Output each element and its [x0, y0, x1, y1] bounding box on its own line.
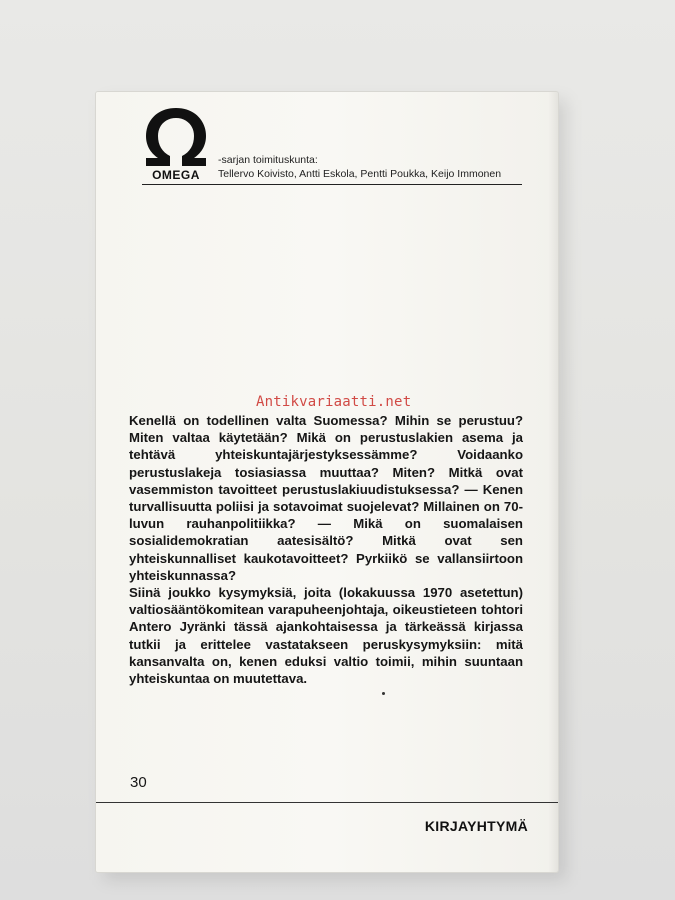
omega-icon — [140, 104, 212, 168]
series-editorial-label: -sarjan toimituskunta: — [218, 154, 318, 166]
book-back-cover — [96, 92, 558, 872]
omega-wordmark: OMEGA — [152, 168, 200, 182]
print-speck — [382, 692, 385, 695]
top-divider — [142, 184, 522, 185]
series-editors: Tellervo Koivisto, Antti Eskola, Pentti Poukka, Keijo Immonen — [218, 168, 502, 180]
blurb-paragraph-1: Kenellä on todellinen valta Suomessa? Mihin se perustuu? Miten valtaa käytetään? Mikä on perustuslakien asema ja tehtävä yhteiskuntajärjestyksessämme? Voidaanko perustuslakeja tosiasiassa muuttaa? Miten? Mitkä ovat vasemmiston tavoitteet perustuslakiuudistuksessa? — Kenen turvallisuutta poliisi ja sotavoimat suojelevat? Millainen on 70-luvun rauhanpolitiikka? — Mikä on suomalaisen sosialidemokratian aatesisältö? Mitkä ovat sen yhteiskunnalliset kaukotavoitteet? Pyrkiikö se vallansiirtoon yhteiskunnassa? — [129, 413, 523, 583]
bottom-divider — [96, 802, 558, 803]
blurb-paragraph-2: Siinä joukko kysymyksiä, joita (lokakuussa 1970 asetettun) valtiosääntökomitean varapuheenjohtaja, oikeustieteen tohtori Antero Jyränki tässä ajankohtaisessa ja tärkeässä kirjassa tutkii ja erittelee vastatakseen peruskysymyksiin: mitä kansanvalta on, kenen eduksi valtio toimii, mihin suuntaan yhteiskuntaa on muutettava. — [129, 585, 523, 687]
omega-logo — [140, 104, 212, 182]
publisher-name: KIRJAYHTYMÄ — [424, 818, 528, 834]
series-number: 30 — [130, 774, 147, 791]
blurb-text — [129, 412, 523, 687]
watermark-text: Antikvariaatti.net — [256, 394, 412, 410]
cover-edge — [548, 92, 558, 872]
